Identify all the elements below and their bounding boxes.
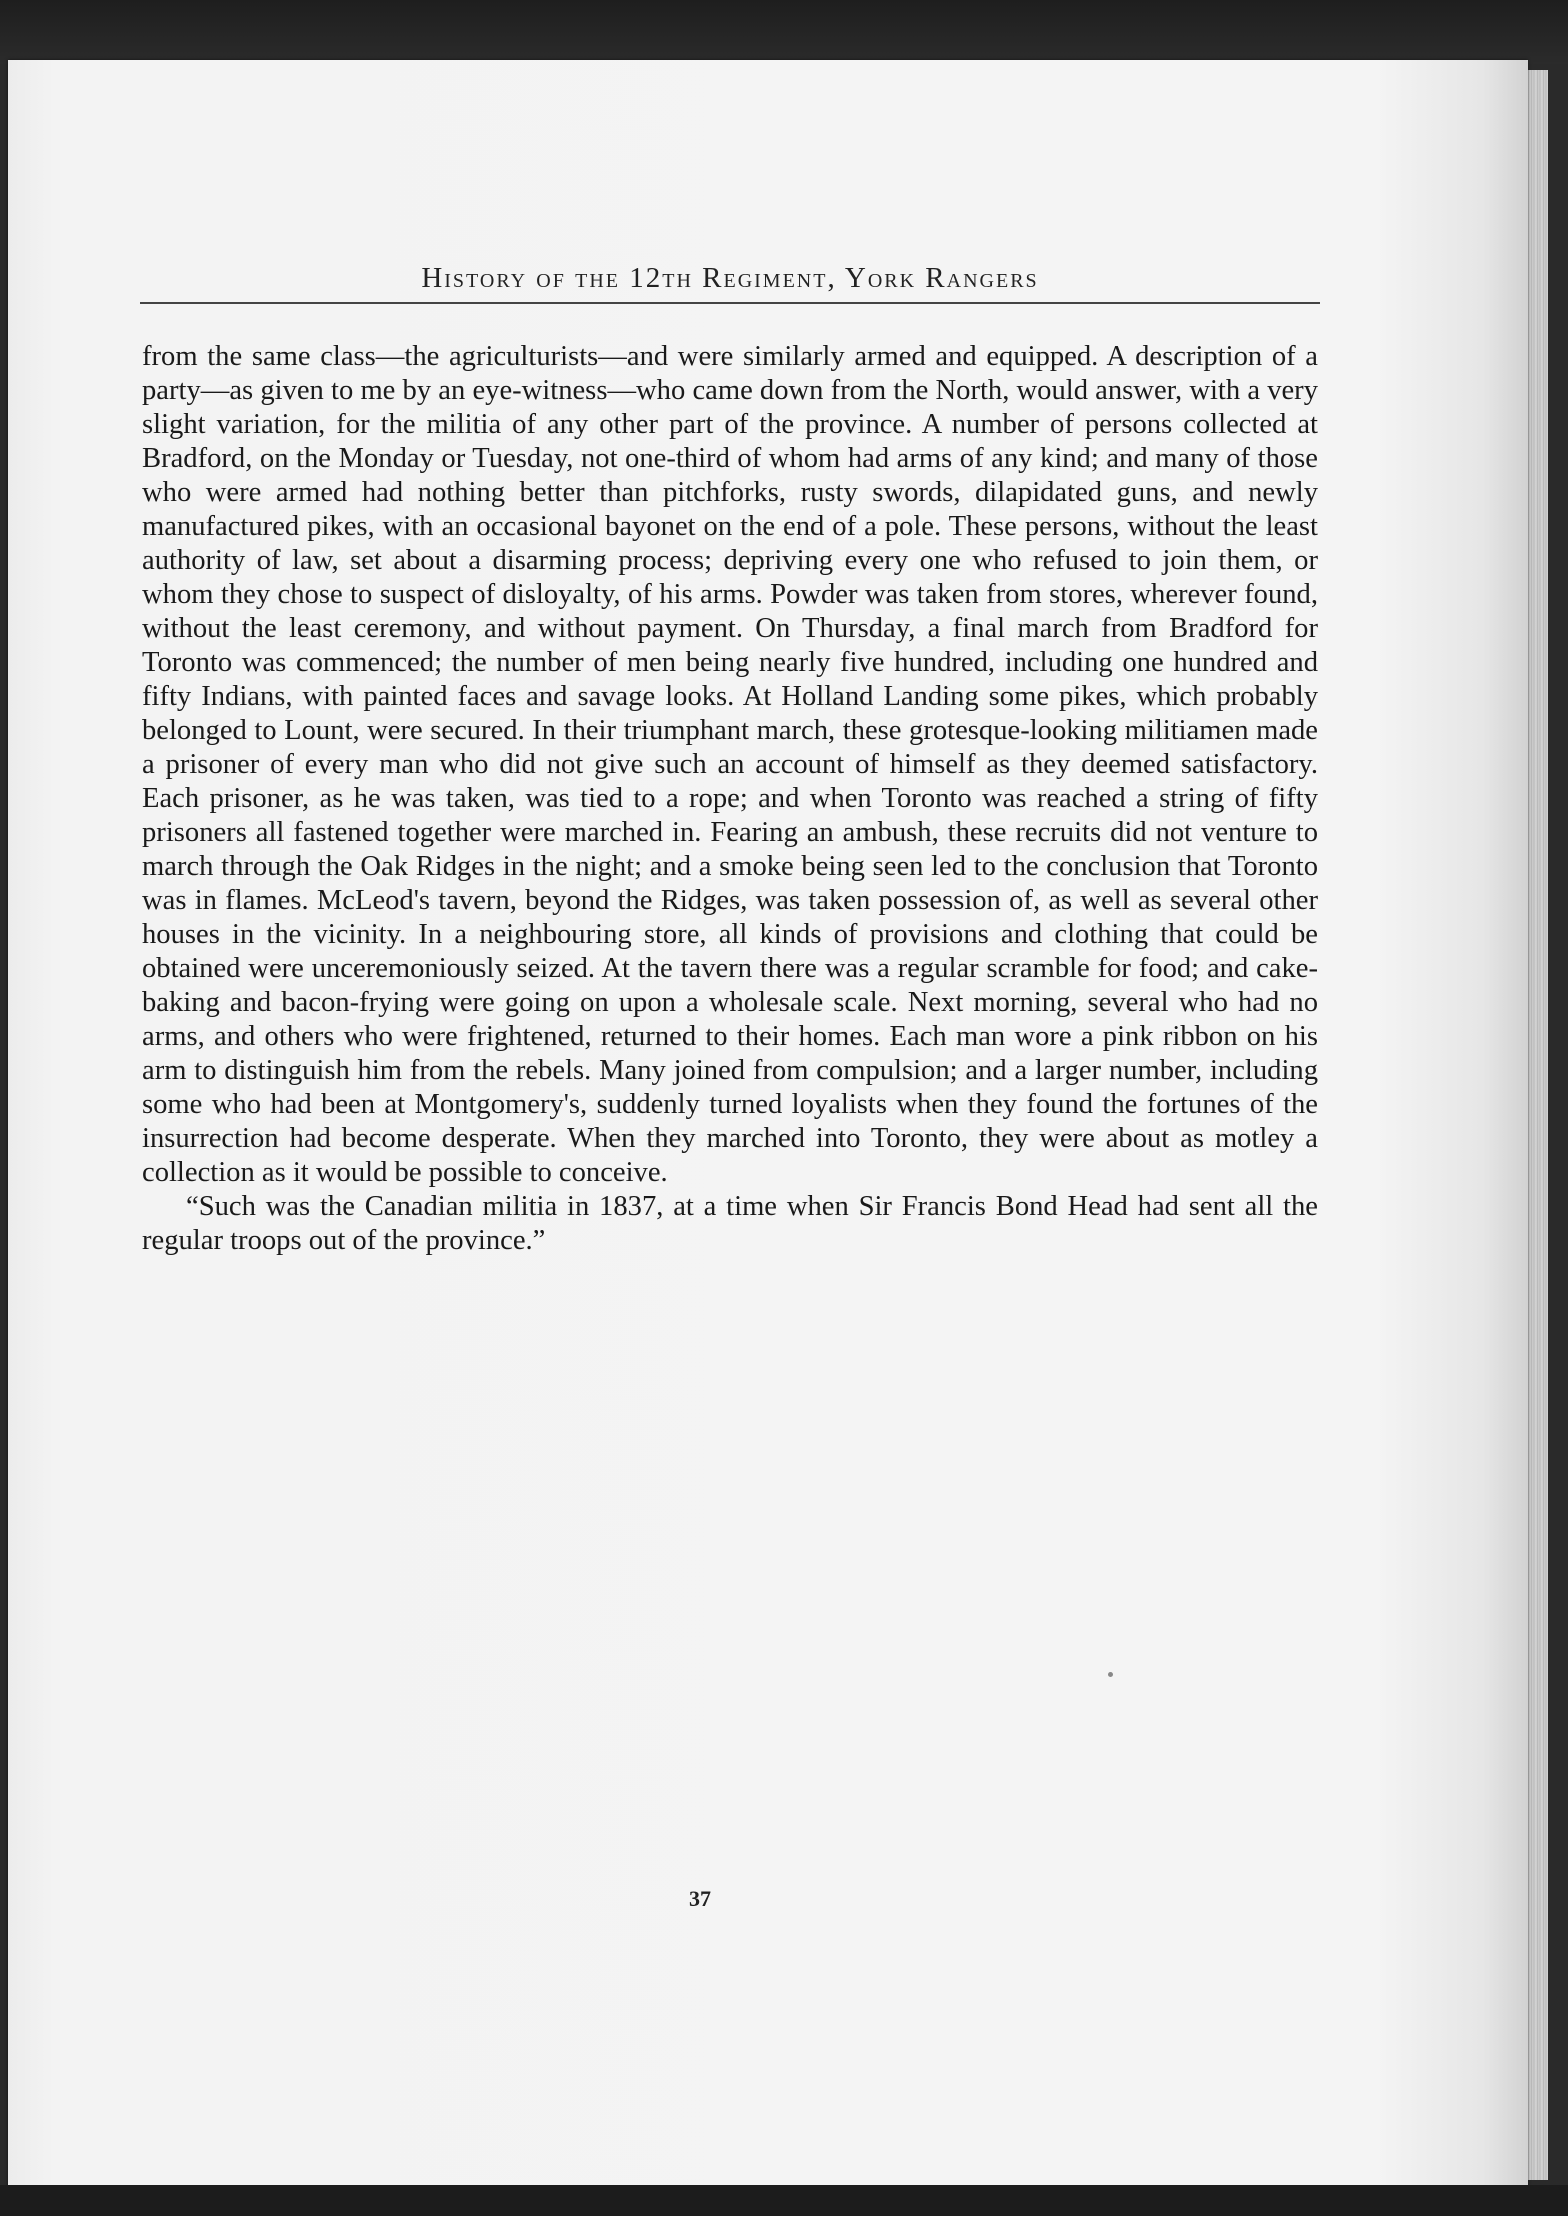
paragraph-1: from the same class—the agriculturists—and were similarly armed and equipped. A description of a party—as given to me by an eye-witness—who came down from the North, would answer, with a very slight variation, for the militia of any other part of the province. A number of persons collected at Bradford, on the Monday or Tuesday, not one-third of whom had arms of any kind; and many of those who were armed had nothing better than pitchforks, rusty swords, dilapidated guns, and newly manufactured pikes, with an occasional bayonet on the end of a pole. These persons, without the least authority of law, set about a disarming process; depriving every one who refused to join them, or whom they chose to suspect of disloyalty, of his arms. Powder was taken from stores, wherever found, without the least ceremony, and without payment. On Thursday, a final march from Bradford for Toronto was commenced; the number of men being nearly five hundred, including one hundred and fifty Indians, with painted faces and savage looks. At Holland Landing some pikes, which probably belonged to Lount, were secured. In their triumphant march, these grotesque-looking militiamen made a prisoner of every man who did not give such an account of himself as they deemed satisfactory. Each prisoner, as he was taken, was tied to a rope; and when Toronto was reached a string of fifty prisoners all fastened together were marched in. Fearing an ambush, these recruits did not venture to march through the Oak Ridges in the night; and a smoke being seen led to the conclusion that Toronto was in flames. McLeod's tavern, beyond the Ridges, was taken possession of, as well as several other houses in the vicinity. In a neighbouring store, all kinds of provisions and clothing that could be obtained were unceremoniously seized. At the tavern there was a regular scramble for food; and cake-baking and bacon-frying were going on upon a wholesale scale. Next morning, several who had no arms, and others who were frightened, returned to their homes. Each man wore a pink ribbon on his arm to distinguish him from the rebels. Many joined from compulsion; and a larger number, including some who had been at Montgomery's, suddenly turned loyalists when they found the fortunes of the insurrection had become desperate. When they marched into Toronto, they were about as motley a collection as it would be possible to conceive. bbox=[142, 341, 1318, 1188]
body-text bbox=[142, 340, 1318, 1258]
paragraph-2: “Such was the Canadian militia in 1837, at a time when Sir Francis Bond Head had sent all the regular troops out of the province.” bbox=[142, 1191, 1318, 1256]
scan-speck bbox=[1108, 1672, 1113, 1677]
header-rule bbox=[140, 302, 1320, 304]
page-number: 37 bbox=[689, 1886, 711, 1911]
scan-top-border bbox=[0, 0, 1568, 64]
running-header: History of the 12th Regiment, York Rangers bbox=[421, 262, 1039, 294]
scan-bottom-border bbox=[0, 2185, 1568, 2216]
